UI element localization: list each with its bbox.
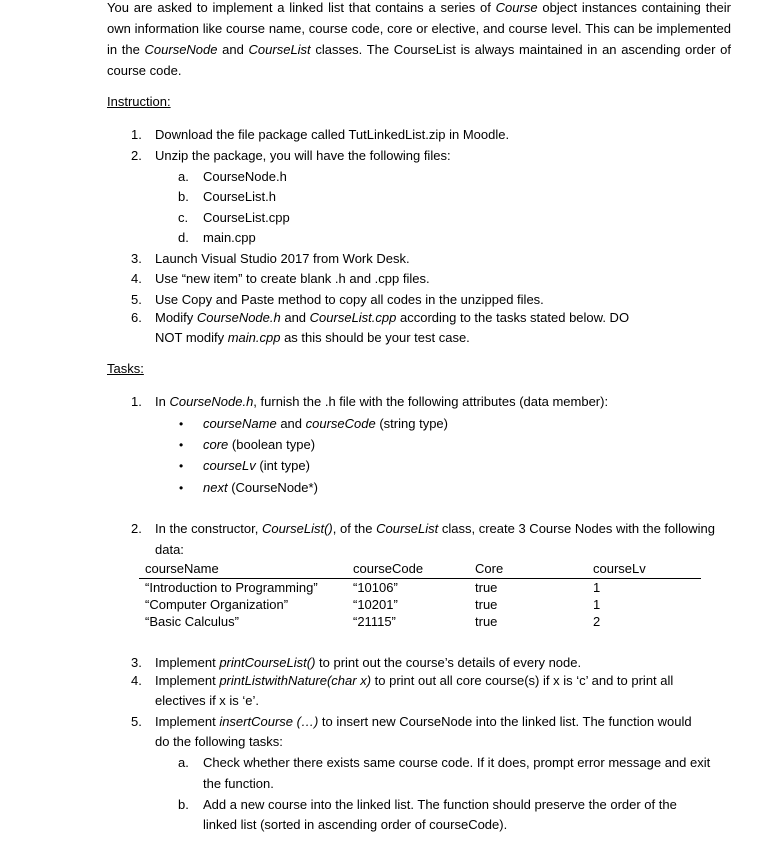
intro-courselist-term: CourseList <box>248 42 311 57</box>
intro-coursenode-term: CourseNode <box>144 42 218 57</box>
course-table <box>139 560 701 630</box>
table-row: “Basic Calculus” “21115” true 2 <box>145 614 601 629</box>
instruction-heading: Instruction: <box>107 94 171 109</box>
column-header: courseName <box>139 560 347 579</box>
document-page <box>107 0 731 834</box>
tasks-heading: Tasks: <box>107 361 144 376</box>
intro-text-2: object instances containing their own information like course name, course code, core or elective, and course level. This can be implemented in the <box>107 0 731 57</box>
table-row: “Computer Organization” “10201” true 1 <box>145 597 601 612</box>
table-row: “Introduction to Programming” “10106” true 1 <box>145 580 601 595</box>
intro-paragraph <box>107 0 731 81</box>
column-header: courseCode <box>347 560 469 579</box>
instruction-section: Instruction: 1. Download the file package called TutLinkedList.zip in Moodle. 2. Unzip the package, you will have the following files: a. CourseNode.h b. CourseList.h c. CourseList.cpp d. main.cpp 3. Launch Visual Studio 2017 from Work Desk. 4. Use “new item” to create blank .h and .cpp files. 5. Use Copy and Paste method to copy all codes in the unzipped files. 6. Modify CourseNode.h and CourseList.cpp according to the tasks stated below. DO NOT modify main.cpp as this should be your test case. <box>107 94 630 345</box>
course-table-header <box>139 560 701 579</box>
intro-text-4: classes. The CourseList is always maintained in an ascending order of course code. <box>107 42 731 78</box>
column-header: courseLv <box>587 560 701 579</box>
intro-text-1: You are asked to implement a linked list that contains a series of <box>107 0 496 15</box>
intro-text-3: and <box>217 42 249 57</box>
tasks-section: Tasks: 1. In CourseNode.h, furnish the .h file with the following attributes (data member): • courseName and courseCode (string type) • core (boolean type) • courseLv (int type) • next (CourseNode*) 2. In the constructor, CourseList(), of the CourseList class, create 3 Course Nodes with the following data: courseName courseCode Core courseLv “Introduction to Programming” “10106” true 1 “Computer Organization” “10201” true 1 “Basic Calculus” “21115” true 2 3. Implement printCourseList() to print out the course’s details of every node. 4. Implement printListwithNature(char x) to print out all core course(s) if x is ‘c’ and to print all electives if x is ‘e’. 5. Implement insertCourse (…) to insert new CourseNode into the linked list. The function would do the following tasks: a. Check whether there exists same course code. If it does, prompt error message and exit the function. b. Add a new course into the linked list. The function should preserve the order of the linked list (sorted in ascending order of courseCode). <box>107 361 716 832</box>
column-header: Core <box>469 560 587 579</box>
intro-course-term: Course <box>495 0 538 15</box>
